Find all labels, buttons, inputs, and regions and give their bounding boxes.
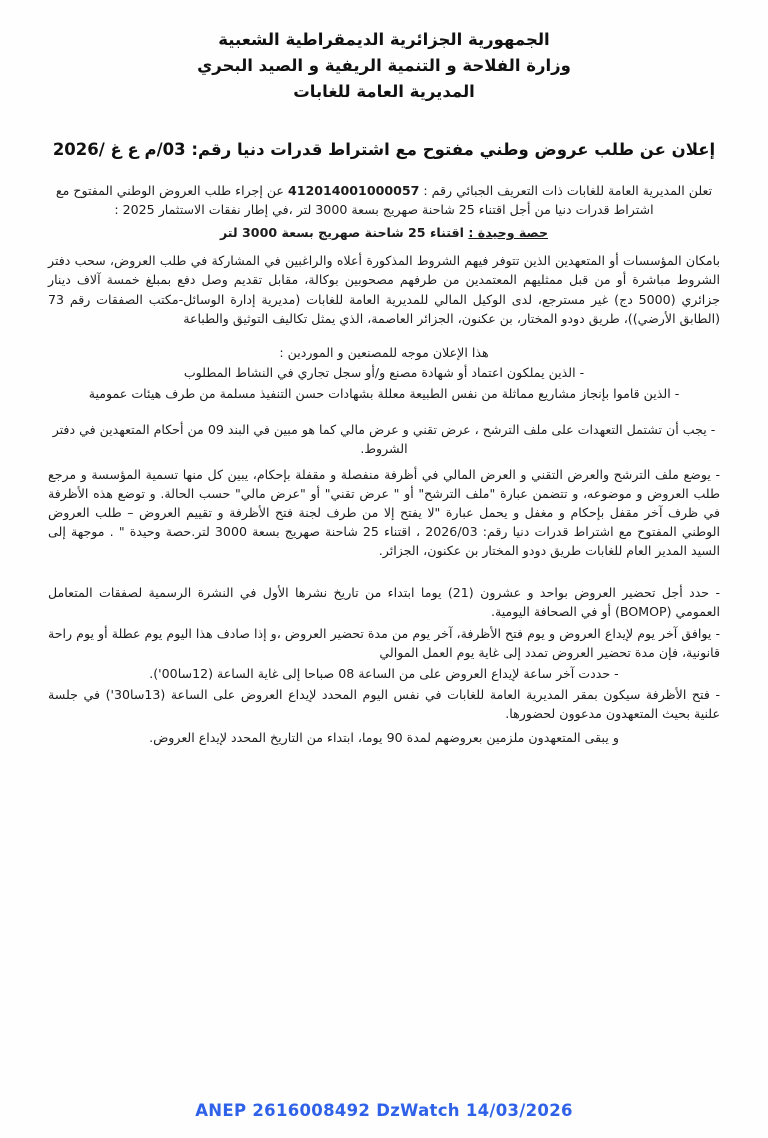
anep-reference: ANEP 2616008492 DzWatch 14/03/2026 xyxy=(195,1101,573,1120)
header-directorate-line: المديرية العامة للغابات xyxy=(293,81,475,101)
list-item: - يوافق آخر يوم لإيداع العروض و يوم فتح الأظرفة، آخر يوم من مدة تحضير العروض ،و إذا صادف هذا اليوم يوم عطلة أو يوم راحة قانونية، فإن مدة تحضير العروض تمدد إلى غاية يوم العمل الموالي xyxy=(48,625,720,660)
requirements-list xyxy=(48,419,720,459)
deadlines-list xyxy=(48,582,720,724)
offer-validity-note: و يبقى المتعهدون ملزمين بعروضهم لمدة 90 يوما، ابتداء من التاريخ المحدد لإيداع العروض. xyxy=(149,730,619,746)
document-body xyxy=(0,161,768,748)
intro-prefix: تعلن المديرية العامة للغابات ذات التعريف الجبائي رقم : xyxy=(419,182,713,198)
audience-list xyxy=(48,362,720,404)
page-title: إعلان عن طلب عروض وطني مفتوح مع اشتراط قدرات دنيا رقم: 03/م ع غ /2026 xyxy=(52,139,716,159)
list-item: - حدد أجل تحضير العروض بواحد و عشرون (21) يوما ابتداء من تاريخ نشرها الأول في النشرة الرسمية لصفقات المتعامل العمومي (BOMOP) أو في الصحافة اليومية. xyxy=(48,585,721,620)
intro-second-line: اشتراط قدرات دنيا من أجل اقتناء 25 شاحنة صهريج بسعة 3000 لتر ،في إطار نفقات الاستثمار 2025 : xyxy=(114,202,654,217)
list-item: - الذين قاموا بإنجاز مشاريع مماثلة من نفس الطبيعة معللة بشهادات حسن التنفيذ مسلمة من طرف هيئات عمومية xyxy=(88,386,680,402)
lot-label: حصة وحيدة : xyxy=(468,225,549,241)
list-item: - يوضع ملف الترشح والعرض التقني و العرض المالي في أظرفة منفصلة و مقفلة بإحكام، يبين كل منها تسمية المؤسسة و مرجع طلب العروض و موضوعه، و تتضمن عبارة "ملف الترشح" أو " عرض تقني" أو "عرض مالي" حسب الحالة. و توضع هذه الأظرفة في ظرف آخر مقفل بإحكام و مغفل و يحمل عبارة "لا يفتح إلا من طرف لجنة فتح الأظرفة و تقييم العروض – طلب العروض الوطني المفتوح مع اشتراط قدرات دنيا رقم: 2026/03 ، اقتناء 25 شاحنة صهريج بسعة 3000 لتر.حصة وحيدة " . موجهة إلى السيد المدير العام للغابات طريق دودو المختار بن عكنون، الجزائر. xyxy=(48,466,721,559)
intro-suffix: عن إجراء طلب العروض الوطني المفتوح مع xyxy=(55,182,288,198)
list-item: - حددت آخر ساعة لإيداع العروض على من الساعة 08 صباحا إلى غاية الساعة (12سا00'). xyxy=(149,665,619,681)
lot-line xyxy=(48,223,720,242)
audience-heading: هذا الإعلان موجه للمصنعين و الموردين : xyxy=(279,344,489,360)
list-item: - يجب أن تشتمل التعهدات على ملف الترشح ، عرض تقني و عرض مالي كما هو مبين في البند 09 من أحكام المتعهدين في دفتر الشروط. xyxy=(52,422,716,457)
document-footer xyxy=(0,1101,768,1120)
intro-paragraph xyxy=(48,181,720,200)
participation-paragraph: بامكان المؤسسات أو المتعهدين الذين تتوفر فيهم الشروط المذكورة أعلاه والراغبين في المشاركة في طلب العروض، سحب دفتر الشروط مباشرة أو من قبل ممثليهم المعتمدين من طرفهم مصحوبين بوكالة، مقابل تقديم وصل دفع بمبلغ خمسة آلاف دينار جزائري (5000 دج) غير مسترجع، لدى الوكيل المالي للمديرية العامة للغابات (مديرية إدارة الوسائل-مكتب الصفقات رقم 73 (الطابق الأرضي))، طريق دودو المختار، بن عكنون، الجزائر العاصمة، الذي يمثل تكاليف التوثيق والطباعة xyxy=(48,253,720,326)
tax-identification-number: 412014001000057 xyxy=(287,182,420,198)
document-header xyxy=(0,0,768,105)
lot-value: اقتناء 25 شاحنة صهريج بسعة 3000 لتر xyxy=(219,225,469,241)
envelope-requirements-list xyxy=(48,464,720,562)
header-republic-line: الجمهورية الجزائرية الديمقراطية الشعبية xyxy=(218,30,550,49)
list-item: - فتح الأظرفة سيكون بمقر المديرية العامة للغابات في نفس اليوم المحدد لإيداع العروض على الساعة (13سا30') في جلسة علنية بحيث المتعهدون مدعوون لحضورها. xyxy=(48,686,720,722)
list-item: - الذين يملكون اعتماد أو شهادة مصنع و/أو سجل تجاري في النشاط المطلوب xyxy=(183,364,585,380)
header-ministry-line: وزارة الفلاحة و التنمية الريفية و الصيد البحري xyxy=(197,55,571,75)
